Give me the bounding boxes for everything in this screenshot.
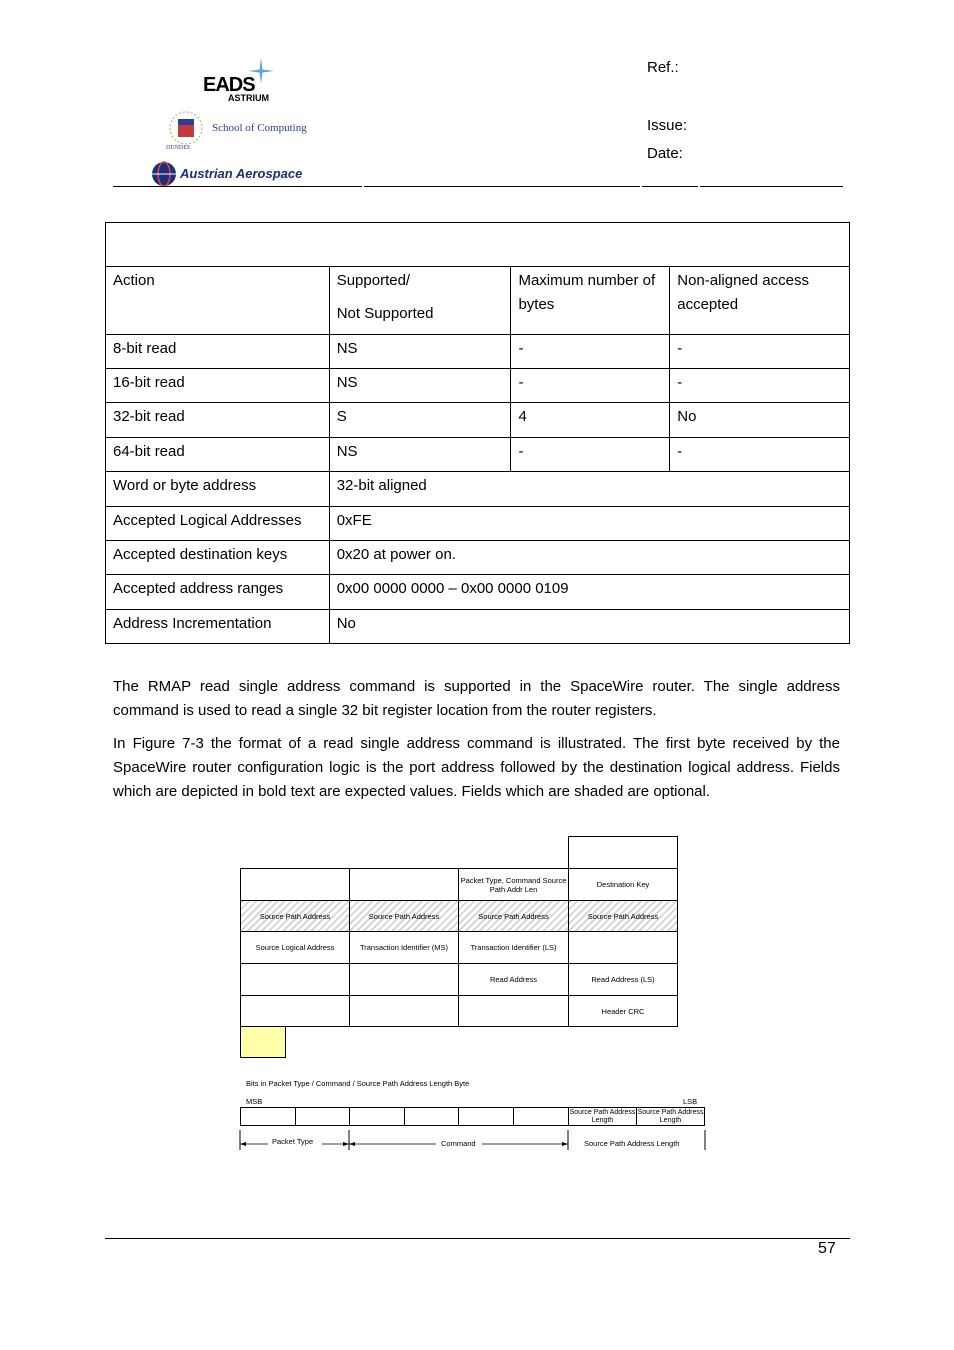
bit-cell (295, 1107, 350, 1126)
table-cell: NS (329, 335, 511, 369)
figure-cell: Read Address (LS) (568, 963, 678, 996)
ref-label: Ref.: (647, 59, 679, 76)
table-row (106, 369, 850, 403)
table-row (106, 335, 850, 369)
table-header-row (106, 267, 850, 335)
table-header-cell: Supported/ Not Supported (329, 267, 511, 335)
bits-title: Bits in Packet Type / Command / Source Path Address Length Byte (246, 1079, 470, 1088)
table-cell: - (670, 335, 850, 369)
logo-dundee-sub: DUNDEE (166, 145, 191, 151)
figure-cell-optional: Source Path Address (458, 900, 569, 932)
table-cell: Word or byte address (106, 472, 330, 507)
crest-icon (164, 110, 208, 146)
command-label: Command (441, 1139, 476, 1148)
figure-cell: Header CRC (568, 995, 678, 1027)
table-cell: No (329, 610, 849, 644)
bit-cell (513, 1107, 569, 1126)
table-row (106, 438, 850, 472)
figure-cell: Transaction Identifier (MS) (349, 931, 459, 964)
eads-astrium-logo (200, 56, 280, 106)
figure-cell (240, 995, 350, 1027)
table-cell: Accepted destination keys (106, 541, 330, 575)
table-cell: NS (329, 369, 511, 403)
figure-cell-optional: Source Path Address (568, 900, 678, 932)
figure-cell: Transaction Identifier (LS) (458, 931, 569, 964)
figure-eop-box (240, 1026, 286, 1058)
footer-rule (105, 1238, 850, 1239)
table-cell: - (670, 438, 850, 472)
bit-cell (349, 1107, 405, 1126)
table-header-cell: Non-aligned access accepted (670, 267, 850, 335)
logo-eads-text: EADS (203, 74, 255, 96)
figure-cell (349, 995, 459, 1027)
header-rule (364, 186, 640, 187)
figure-cell (349, 868, 459, 901)
table-cell: Accepted Logical Addresses (106, 507, 330, 541)
table-row (106, 403, 850, 438)
figure-cell: Packet Type, Command Source Path Addr Len (458, 868, 569, 901)
page-number: 57 (818, 1240, 836, 1257)
globe-icon (150, 160, 178, 188)
header-rule (642, 186, 698, 187)
logo-austrian-text: Austrian Aerospace (180, 166, 303, 181)
spal-label: Source Path Address Length (584, 1139, 680, 1148)
figure-cell (349, 963, 459, 996)
table-cell: 4 (511, 403, 670, 438)
header-rule (113, 186, 362, 187)
figure-cell (240, 868, 350, 901)
table-cell: - (670, 369, 850, 403)
figure-cell (458, 995, 569, 1027)
table-cell: Address Incrementation (106, 610, 330, 644)
table-cell: - (511, 335, 670, 369)
table-cell: 0xFE (329, 507, 849, 541)
msb-label: MSB (246, 1097, 263, 1106)
bit-cell: Source Path Address Length (568, 1107, 637, 1126)
figure-cell: Destination Key (568, 868, 678, 901)
austrian-aerospace-logo (150, 160, 340, 188)
table-row (106, 541, 850, 575)
table-header-cell: Maximum number of bytes (511, 267, 670, 335)
table-cell: 64-bit read (106, 438, 330, 472)
figure-header-box (568, 836, 678, 869)
dundee-logo (150, 108, 330, 156)
bit-cell (404, 1107, 459, 1126)
table-cell: - (511, 369, 670, 403)
figure-cell-optional: Source Path Address (240, 900, 350, 932)
table-cell: 0x20 at power on. (329, 541, 849, 575)
table-cell: 32-bit aligned (329, 472, 849, 507)
table-cell: 8-bit read (106, 335, 330, 369)
table-header-cell: Action (106, 267, 330, 335)
table-title-cell (106, 223, 850, 267)
body-paragraph: The RMAP read single address command is supported in the SpaceWire router. The single address command is used to read a single 32 bit register location from the router registers. (113, 678, 840, 719)
logo-dundee-text: School of Computing (212, 122, 307, 134)
table-cell: 16-bit read (106, 369, 330, 403)
figure-cell: Source Logical Address (240, 931, 350, 964)
table-row (106, 507, 850, 541)
bit-cell: Source Path Address Length (636, 1107, 705, 1126)
table-row (106, 575, 850, 610)
packet-type-label: Packet Type (272, 1137, 314, 1146)
bit-cell (240, 1107, 296, 1126)
table-cell: S (329, 403, 511, 438)
table-cell: Accepted address ranges (106, 575, 330, 610)
table-cell: 0x00 0000 0000 – 0x00 0000 0109 (329, 575, 849, 610)
figure-cell-optional: Source Path Address (349, 900, 459, 932)
header-rule (700, 186, 843, 187)
table-cell: 32-bit read (106, 403, 330, 438)
date-label: Date: (647, 145, 683, 162)
figure-cell (240, 963, 350, 996)
table-cell: NS (329, 438, 511, 472)
bit-cell (458, 1107, 514, 1126)
table-row (106, 472, 850, 507)
table-row (106, 610, 850, 644)
read-single-address-table (105, 222, 850, 644)
logo-astrium-text: ASTRIUM (228, 93, 269, 103)
figure-cell: Read Address (458, 963, 569, 996)
issue-label: Issue: (647, 117, 688, 134)
table-cell: No (670, 403, 850, 438)
lsb-label: LSB (683, 1097, 698, 1106)
figure-cell (568, 931, 678, 964)
body-paragraph: In Figure 7-3 the format of a read single address command is illustrated. The first byte received by the SpaceWire router configuration logic is the port address followed by the destination logical address. Fields which are depicted in bold text are expected values. Fields which are shaded are optional. (113, 735, 840, 800)
table-cell: - (511, 438, 670, 472)
table-title-row (106, 223, 850, 267)
